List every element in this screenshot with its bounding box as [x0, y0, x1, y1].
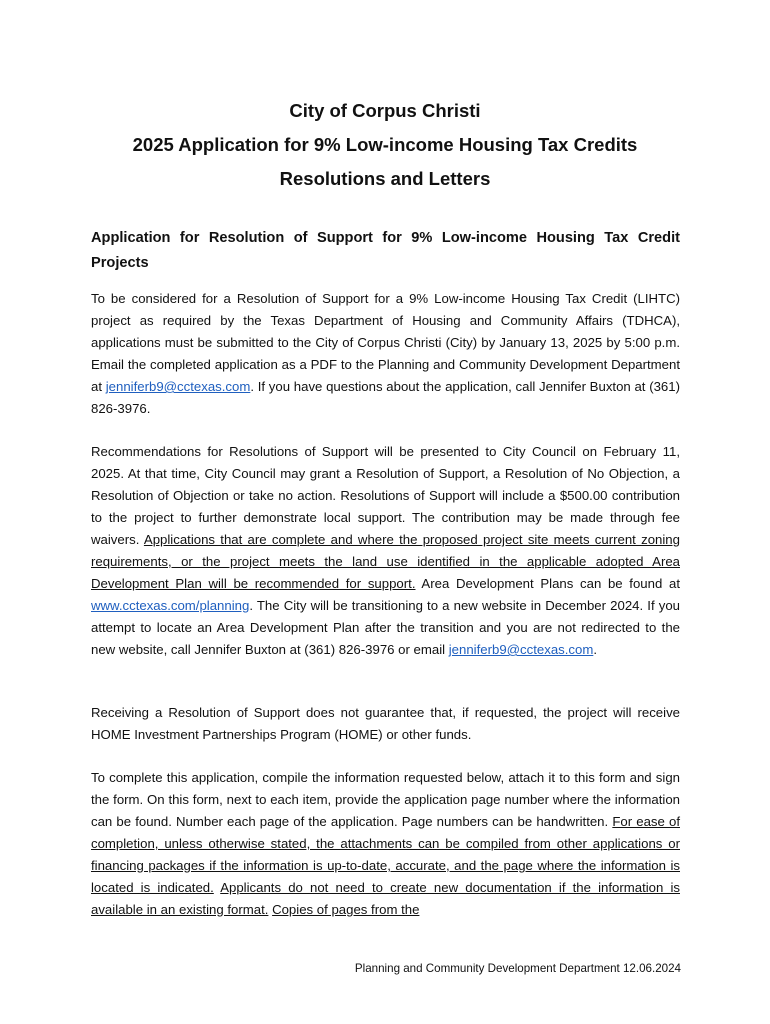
paragraph-instructions-underlined-1: For ease of completion, unless otherwise stated, the attachments can be compiled from other applications or financing packages if the information is up-to-date, accurate, and the page where the information is located is indicated.: [91, 814, 680, 895]
paragraph-home-funds: Receiving a Resolution of Support does not guarantee that, if requested, the project will receive HOME Investment Partnerships Program (HOME) or other funds.: [91, 705, 680, 742]
paragraph-recommendations-text-b: Area Development Plans can be found at: [415, 576, 680, 591]
paragraph-submission-text-a: To be considered for a Resolution of Support for a 9% Low-income Housing Tax Credit (LIHTC) project as required by the Texas Department of Housing and Community Affairs (TDHCA), applications must be submitted to the City of Corpus Christi (City) by January 13, 2025 by 5:00 p.m. Email the completed application as a PDF to the Planning and Community Development Department at: [91, 291, 680, 394]
paragraph-submission-text-b: . If you have questions about the application, call Jennifer Buxton at (361) 826-3976.: [91, 379, 680, 416]
paragraph-submission: [91, 288, 680, 420]
paragraph-instructions-text-a: To complete this application, compile the information requested below, attach it to this form and sign the form. On this form, next to each item, provide the application page number where the information can be found. Number each page of the application. Page numbers can be handwritten.: [91, 770, 680, 829]
paragraph-instructions-underlined-3: Copies of pages from the: [272, 902, 420, 917]
title-city: City of Corpus Christi: [289, 100, 481, 121]
title-resolutions: Resolutions and Letters: [279, 168, 491, 189]
email-link[interactable]: jenniferb9@cctexas.com: [105, 379, 251, 394]
email-link-2[interactable]: jenniferb9@cctexas.com: [448, 642, 594, 657]
paragraph-recommendations: [91, 441, 680, 661]
paragraph-recommendations-text-d: .: [593, 642, 597, 657]
planning-website-link[interactable]: www.cctexas.com/planning: [91, 598, 250, 613]
title-application: 2025 Application for 9% Low-income Housing Tax Credits: [132, 134, 638, 155]
section-heading: Application for Resolution of Support for 9% Low-income Housing Tax Credit Projects: [91, 230, 680, 271]
page-footer: Planning and Community Development Department 12.06.2024: [354, 962, 681, 975]
paragraph-recommendations-text-a: Recommendations for Resolutions of Support will be presented to City Council on February 11, 2025. At that time, City Council may grant a Resolution of Support, a Resolution of No Objection, a Resolution of Objection or take no action. Resolutions of Support will include a $500.00 contribution to the project to further demonstrate local support. The contribution may be made through fee waivers.: [91, 444, 680, 547]
paragraph-recommendations-underlined: Applications that are complete and where the proposed project site meets current zoning requirements, or the project meets the land use identified in the applicable adopted Area Development Plan will be recommended for support.: [91, 532, 680, 591]
paragraph-instructions: [91, 767, 680, 921]
paragraph-instructions-underlined-2: Applicants do not need to create new documentation if the information is available in an existing format.: [91, 880, 680, 917]
paragraph-recommendations-text-c: . The City will be transitioning to a new website in December 2024. If you attempt to locate an Area Development Plan after the transition and you are not redirected to the new website, call Jennifer Buxton at (361) 826-3976 or email: [91, 598, 680, 657]
document-title: [0, 94, 770, 196]
